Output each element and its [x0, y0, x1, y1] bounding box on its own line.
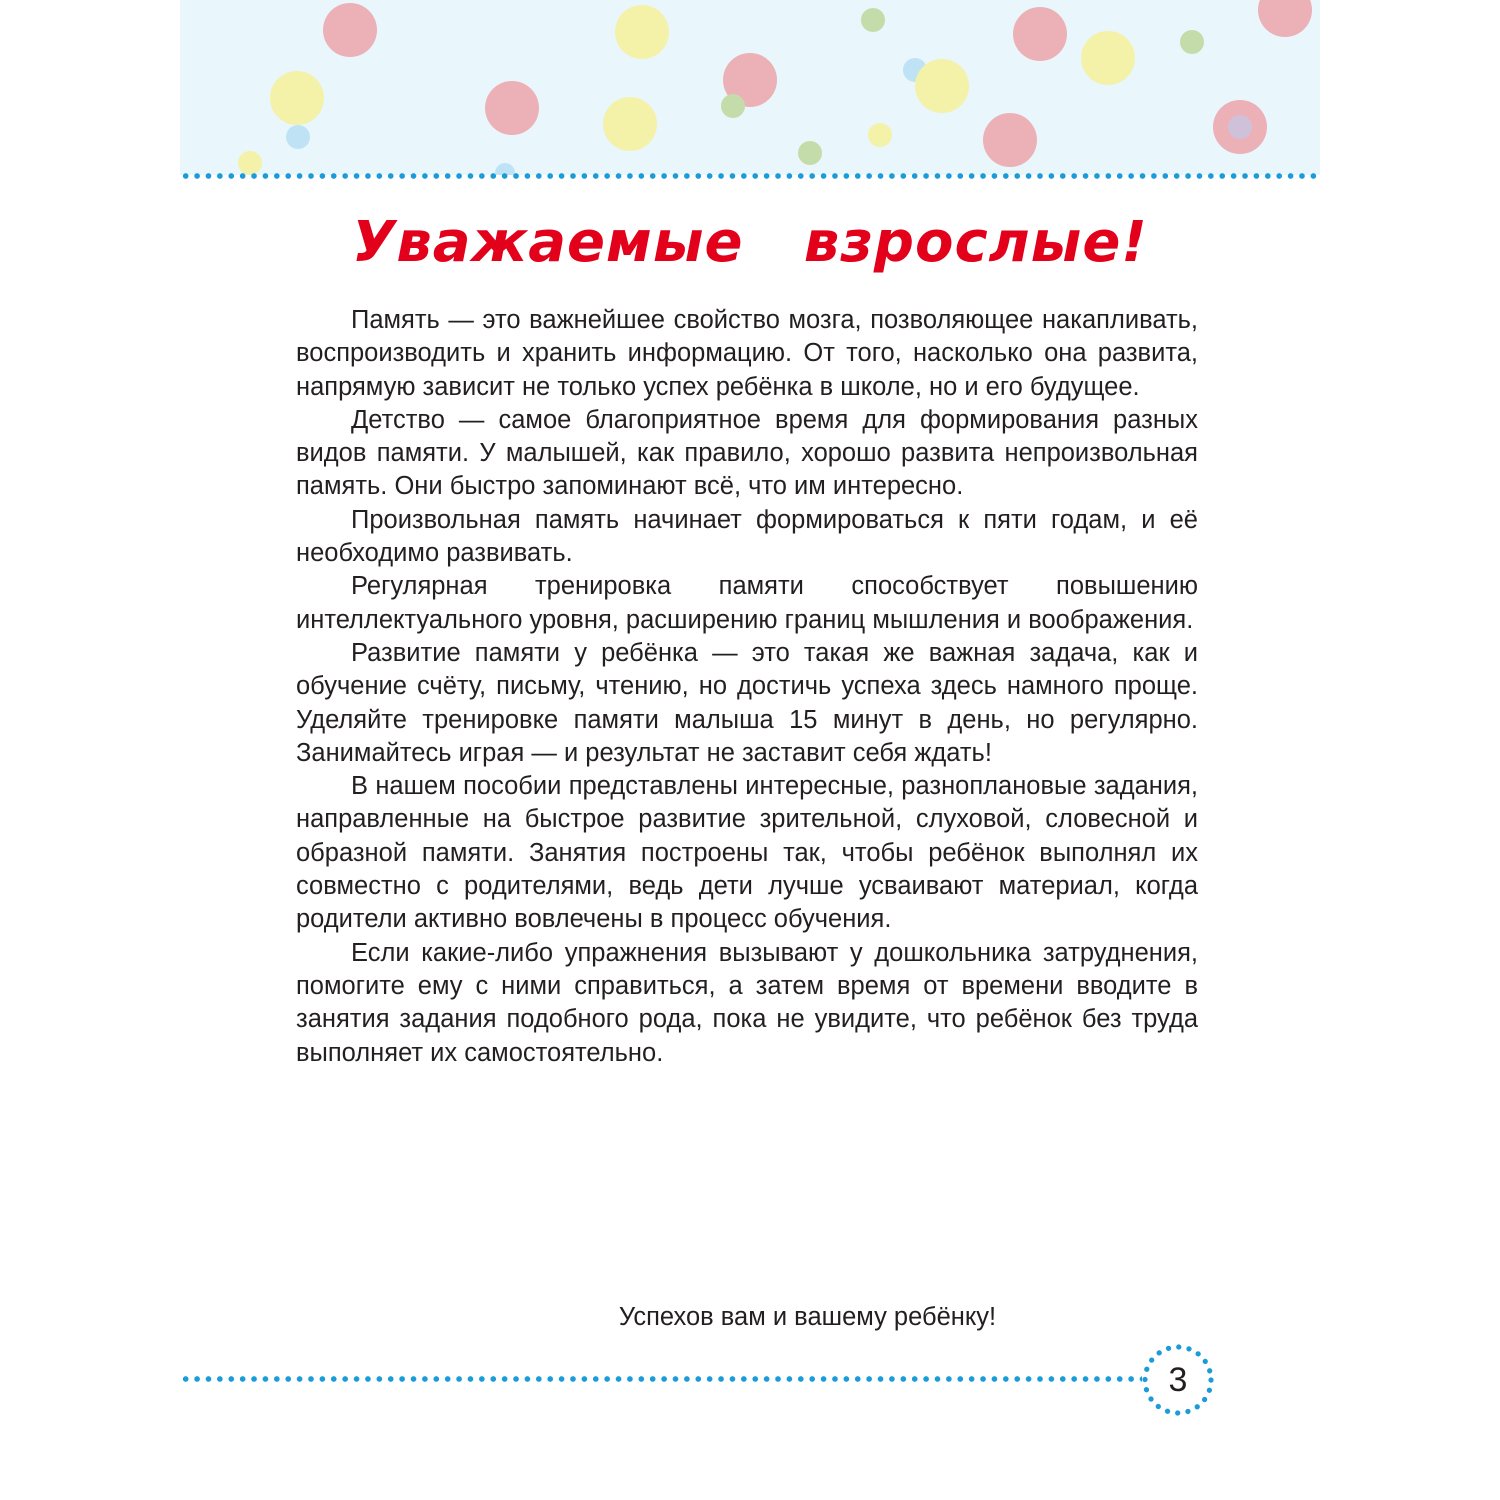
- paragraph: В нашем пособии представлены интересные, разноплановые задания, направленные на быстрое развитие зрительной, слуховой, словесной и образной памяти. Занятия построены так, чтобы ребёнок выполнял их совместно с родителями, ведь дети лучше усваивают материал, когда родители активно вовлечены в процесс обучения.: [296, 772, 1198, 934]
- decorative-header-band: [180, 0, 1320, 175]
- bubbles-decoration: [180, 0, 1320, 175]
- page-title: Уважаемые взрослые!: [352, 210, 1148, 275]
- bottom-dotted-divider: [180, 1375, 1142, 1383]
- paragraph: Память — это важнейшее свойство мозга, позволяющее накапливать, воспроизводить и хранить информацию. От того, насколько она развита, напрямую зависит не только успех ребёнка в школе, но и его будущее.: [296, 306, 1198, 401]
- paragraph: Развитие памяти у ребёнка — это такая же важная задача, как и обучение счёту, письму, чтению, но достичь успеха здесь намного проще. Уделяйте тренировке памяти малыша 15 минут в день, но регулярно. Занимайтесь играя — и результат не заставит себя ждать!: [296, 638, 1198, 767]
- book-page: [180, 0, 1320, 1500]
- paragraph: Произвольная память начинает формироваться к пяти годам, и её необходимо развивать.: [296, 505, 1198, 568]
- body-text: [296, 304, 1198, 1070]
- page-number-badge: [1140, 1342, 1216, 1418]
- paragraph: Регулярная тренировка памяти способствует повышению интеллектуального уровня, расширению границ мышления и воображения.: [296, 572, 1198, 634]
- top-dotted-divider: [180, 172, 1320, 180]
- page-number: 3: [1168, 1360, 1188, 1399]
- paragraph: Если какие-либо упражнения вызывают у дошкольника затруднения, помогите ему с ними справиться, а затем время от времени вводите в занятия задания подобного рода, пока не увидите, что ребёнок без труда выполняет их самостоятельно.: [296, 938, 1198, 1067]
- paragraph: Детство — самое благоприятное время для формирования разных видов памяти. У малышей, как правило, хорошо развита непроизвольная память. Они быстро запоминают всё, что им интересно.: [296, 405, 1198, 501]
- closing-line: Успехов вам и вашему ребёнку!: [618, 1303, 997, 1331]
